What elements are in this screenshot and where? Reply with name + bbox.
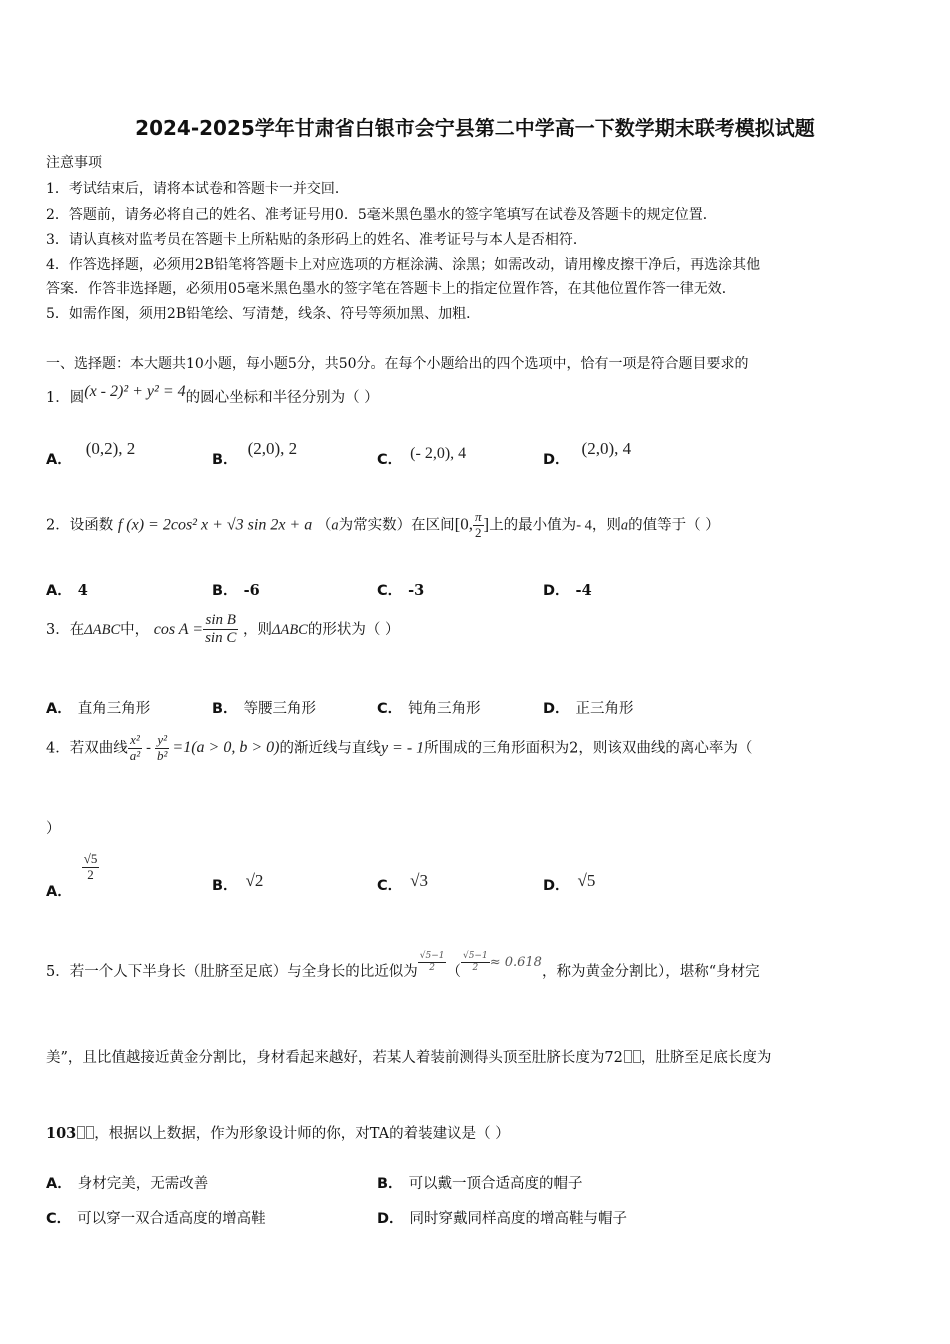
interval-fraction: $\frac{\pi}{2}$ [475,509,482,540]
option-d[interactable]: D． -4 [543,582,592,599]
option-a[interactable]: A．(0,2), 2 [46,439,136,468]
missing-unit-glyph [77,1126,85,1139]
question-5: 5．若一个人下半身长（肚脐至足底）与全身长的比近似为 $\frac{√5-1}{2}$ （ $\frac{√5-1}{2}$ ≈ 0.618，称为黄金分割比），堪称“身材完 [46,951,760,980]
option-b[interactable]: B． 等腰三角形 [212,701,317,717]
notice-item: 2．答题前，请务必将自己的姓名、准考证号用0．5毫米黑色墨水的签字笔填写在试卷及答题卡的规定位置． [46,207,717,223]
option-c[interactable]: C． -3 [377,582,425,599]
question-number: 1． [46,390,70,406]
golden-ratio-approx: ≈ 0.618 [489,955,542,970]
notice-item: 5．如需作图，须用2B铅笔绘、写清楚，线条、符号等须加黑、加粗． [46,306,481,322]
missing-unit-glyph [633,1050,641,1063]
option-c[interactable]: C． √3 [377,871,428,894]
circle-equation: (x - 2)² + y² = 4 [84,383,186,400]
option-b[interactable]: B． 可以戴一顶合适高度的帽子 [377,1176,583,1192]
option-b[interactable]: B．(2,0), 2 [212,439,298,468]
golden-ratio-fraction: $\frac{√5-1}{2}$ [419,951,445,973]
option-a[interactable]: A． $\frac{√5}{2}$ [46,851,98,901]
question-number: 3． [46,621,70,638]
option-d[interactable]: D． 正三角形 [543,701,634,717]
notice-item: 1．考试结束后，请将本试卷和答题卡一并交回． [46,181,349,197]
option-d[interactable]: D．(2,0), 4 [543,439,632,468]
section-heading: 一、选择题：本大题共10小题，每小题5分，共50分。在每个小题给出的四个选项中，恰有一项是符合题目要求的 [46,356,749,372]
question-5-line-2: 美”，且比值越接近黄金分割比，身材看起来越好，若某人着装前测得头顶至肚脐长度为72 ，肚脐至足底长度为 [46,1050,772,1066]
notice-item: 4．作答选择题，必须用2B铅笔将答题卡上对应选项的方框涂满、涂黑；如需改动，请用橡皮擦干净后，再选涂其他 [46,257,761,273]
notice-item: 3．请认真核对监考员在答题卡上所粘贴的条形码上的姓名、准考证号与本人是否相符． [46,232,587,248]
question-2: 2．设函数 f (x) = 2cos² x + √3 sin 2x + a （a为常实数）在区间[0, $\frac{\pi}{2}$ ]上的最小值为- 4，则a的值等于（ ） [46,509,720,540]
question-4: 4．若双曲线 $\frac{\text{x²}}{\text{a²}}$ - $\frac{\text{y²}}{\text{b²}}$ =1(a > 0, b > 0)的渐近线与直线y = - 1所围成的三角形面积为2，则该双曲线的离心率为（ [46,732,753,763]
option-a[interactable]: A． 身材完美，无需改善 [46,1176,209,1192]
question-number: 2． [46,517,70,534]
option-a-fraction: $\frac{√5}{2}$ [83,851,98,882]
hyperbola-x-term: $\frac{\text{x²}}{\text{a²}}$ [129,732,141,763]
option-c[interactable]: C． (- 2,0), 4 [377,445,467,468]
question-4-tail: ） [46,821,61,837]
question-1: 1．圆(x - 2)² + y² = 4的圆心坐标和半径分别为（ ） [46,383,379,406]
question-5-line-3: 103 ，根据以上数据，作为形象设计师的你，对TA的着装建议是（ ） [46,1125,510,1142]
question-3: 3．在ΔABC中， cos A = $\frac{\text{sin B}}{\text{sin C}}$ ，则ΔABC的形状为（ ） [46,612,400,647]
question-number: 5． [46,964,70,980]
page-title: 2024-2025学年甘肃省白银市会宁县第二中学高一下数学期末联考模拟试题 [135,116,815,140]
hyperbola-y-term: $\frac{\text{y²}}{\text{b²}}$ [156,732,168,763]
option-c[interactable]: C． 钝角三角形 [377,701,481,717]
option-a[interactable]: A． 4 [46,582,88,599]
notice-heading: 注意事项 [46,155,102,171]
option-b[interactable]: B． -6 [212,582,260,599]
question-number: 4． [46,740,70,757]
function-formula: f (x) = 2cos² x + √3 sin 2x + a [117,516,313,534]
option-b[interactable]: B． √2 [212,871,264,894]
option-a[interactable]: A． 直角三角形 [46,701,151,717]
option-c[interactable]: C． 可以穿一双合适高度的增高鞋 [46,1211,266,1227]
option-d[interactable]: D． 同时穿戴同样高度的增高鞋与帽子 [377,1211,628,1227]
golden-ratio-fraction-2: $\frac{√5-1}{2}$ [462,951,488,973]
option-d[interactable]: D． √5 [543,871,596,894]
notice-item: 答案．作答非选择题，必须用05毫米黑色墨水的签字笔在答题卡上的指定位置作答，在其他位置作答一律无效． [46,281,736,297]
cos-fraction: $\frac{\text{sin B}}{\text{sin C}}$ [205,612,237,647]
missing-unit-glyph [624,1050,632,1063]
